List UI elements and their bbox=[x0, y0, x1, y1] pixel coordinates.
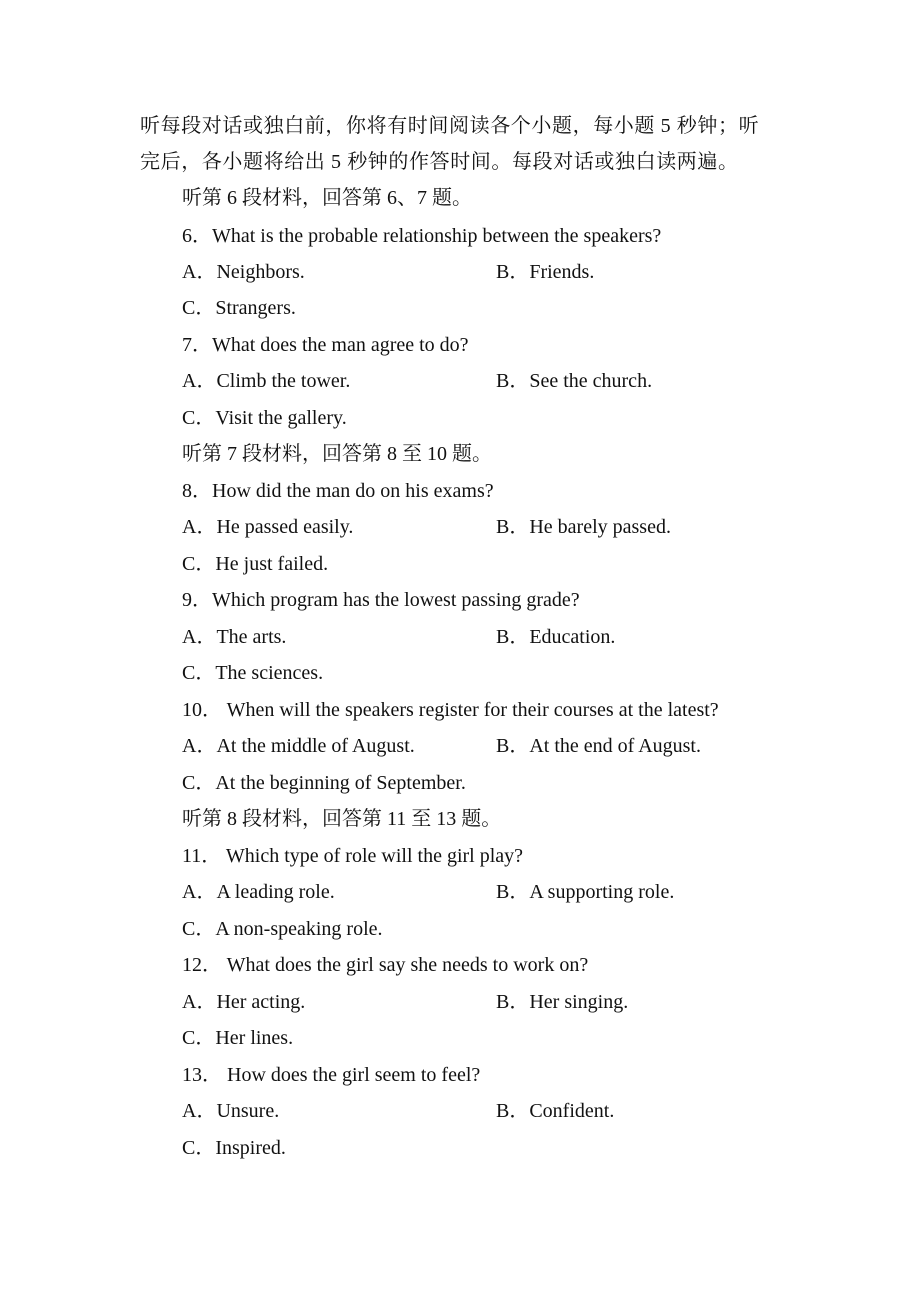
question-11-option-b: B．A supporting role. bbox=[496, 881, 675, 903]
question-7-option-a: A．Climb the tower. bbox=[182, 370, 351, 392]
question-10-option-c: C．At the beginning of September. bbox=[182, 772, 466, 794]
question-9-option-a: A．The arts. bbox=[182, 626, 287, 648]
section-heading-7: 听第 7 段材料，回答第 8 至 10 题。 bbox=[182, 443, 492, 465]
section-heading-6: 听第 6 段材料，回答第 6、7 题。 bbox=[182, 187, 472, 209]
question-12-option-a: A．Her acting. bbox=[182, 991, 306, 1013]
question-13-option-c: C．Inspired. bbox=[182, 1137, 286, 1159]
question-10-option-a: A．At the middle of August. bbox=[182, 735, 415, 757]
question-6: 6．What is the probable relationship between the speakers? bbox=[182, 225, 662, 247]
question-12: 12． What does the girl say she needs to work on? bbox=[182, 954, 589, 976]
question-13: 13． How does the girl seem to feel? bbox=[182, 1064, 481, 1086]
question-8-option-c: C．He just failed. bbox=[182, 553, 329, 575]
question-11: 11． Which type of role will the girl play? bbox=[182, 845, 524, 867]
instructions-line-2: 完后，各小题将给出 5 秒钟的作答时间。每段对话或独白读两遍。 bbox=[140, 151, 739, 173]
section-heading-8: 听第 8 段材料，回答第 11 至 13 题。 bbox=[182, 808, 502, 830]
instructions-line-1: 听每段对话或独白前，你将有时间阅读各个小题，每小题 5 秒钟；听 bbox=[140, 115, 760, 137]
question-7: 7．What does the man agree to do? bbox=[182, 334, 469, 356]
question-9-option-c: C．The sciences. bbox=[182, 662, 324, 684]
question-8-option-a: A．He passed easily. bbox=[182, 516, 354, 538]
question-13-option-b: B．Confident. bbox=[496, 1100, 615, 1122]
question-11-option-a: A．A leading role. bbox=[182, 881, 335, 903]
question-10: 10． When will the speakers register for their courses at the latest? bbox=[182, 699, 719, 721]
question-7-option-b: B．See the church. bbox=[496, 370, 653, 392]
question-13-option-a: A．Unsure. bbox=[182, 1100, 280, 1122]
question-6-option-c: C．Strangers. bbox=[182, 297, 296, 319]
question-11-option-c: C．A non-speaking role. bbox=[182, 918, 383, 940]
question-8: 8．How did the man do on his exams? bbox=[182, 480, 494, 502]
question-6-option-a: A．Neighbors. bbox=[182, 261, 305, 283]
question-12-option-c: C．Her lines. bbox=[182, 1027, 294, 1049]
question-7-option-c: C．Visit the gallery. bbox=[182, 407, 347, 429]
question-10-option-b: B．At the end of August. bbox=[496, 735, 701, 757]
question-8-option-b: B．He barely passed. bbox=[496, 516, 671, 538]
question-6-option-b: B．Friends. bbox=[496, 261, 595, 283]
question-9-option-b: B．Education. bbox=[496, 626, 616, 648]
question-12-option-b: B．Her singing. bbox=[496, 991, 629, 1013]
question-9: 9．Which program has the lowest passing grade? bbox=[182, 589, 580, 611]
